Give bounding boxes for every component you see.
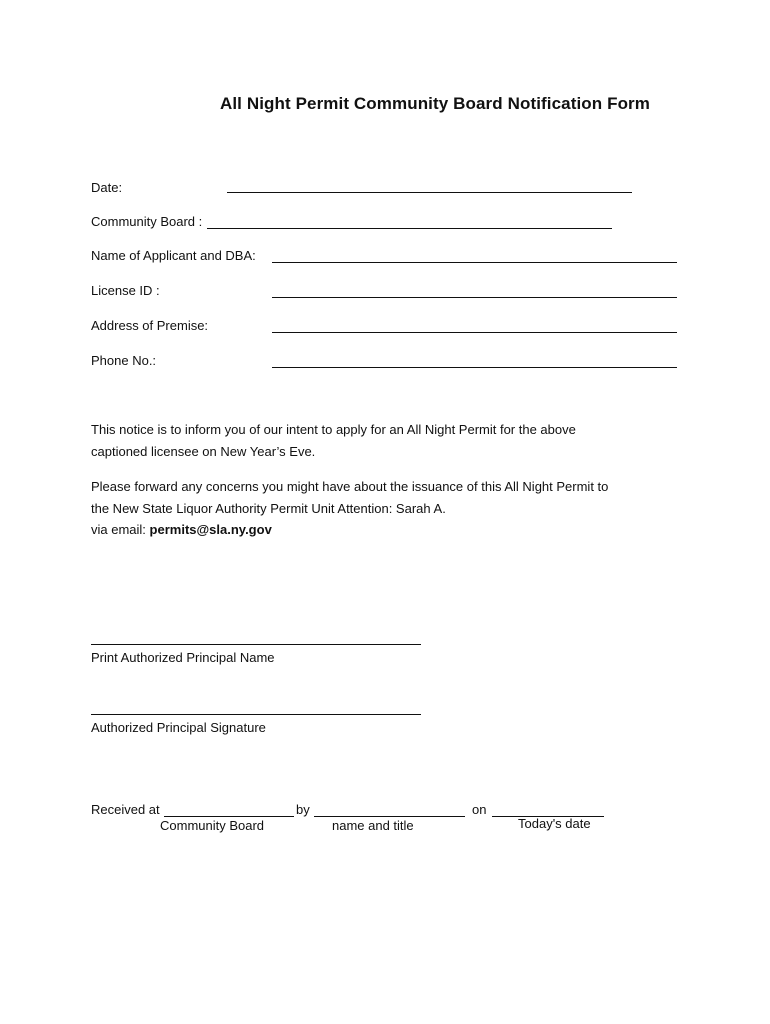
date-label: Date:	[91, 180, 123, 195]
forward-paragraph	[91, 476, 691, 541]
forward-line-1: Please forward any concerns you might have about the issuance of this All Night Permit to	[91, 479, 609, 494]
received-at-line[interactable]	[164, 816, 294, 817]
license-id-field-line[interactable]	[272, 297, 677, 298]
todays-date-caption: Today's date	[518, 816, 591, 831]
license-id-label: License ID :	[91, 283, 160, 298]
name-and-title-caption: name and title	[332, 818, 414, 833]
forward-line-2: the New State Liquor Authority Permit Unit Attention: Sarah A.	[91, 500, 446, 516]
phone-label: Phone No.:	[91, 353, 157, 368]
address-field-line[interactable]	[272, 332, 677, 333]
phone-field-line[interactable]	[272, 367, 677, 368]
notice-line-1: This notice is to inform you of our intent to apply for an All Night Permit for the above	[91, 422, 576, 437]
by-line[interactable]	[314, 816, 465, 817]
applicant-label: Name of Applicant and DBA:	[91, 248, 256, 263]
notice-line-2: captioned licensee on New Year’s Eve.	[91, 443, 316, 459]
community-board-caption: Community Board	[160, 818, 265, 833]
form-title: All Night Permit Community Board Notification Form	[219, 94, 650, 113]
email-prefix: via email:	[91, 522, 146, 537]
applicant-field-line[interactable]	[272, 262, 677, 263]
notice-paragraph	[91, 419, 691, 462]
received-at-label: Received at	[91, 802, 160, 817]
community-board-field-line[interactable]	[207, 228, 612, 229]
by-label: by	[296, 802, 310, 817]
signature-line[interactable]	[91, 714, 421, 715]
signature-label: Authorized Principal Signature	[91, 720, 266, 735]
email-line	[91, 519, 691, 541]
on-label: on	[472, 802, 487, 817]
community-board-label: Community Board :	[91, 214, 203, 229]
print-name-line[interactable]	[91, 644, 421, 645]
date-field-line[interactable]	[227, 192, 632, 193]
print-name-label: Print Authorized Principal Name	[91, 650, 275, 665]
email-address[interactable]: permits@sla.ny.gov	[149, 522, 272, 537]
address-label: Address of Premise:	[91, 318, 209, 333]
